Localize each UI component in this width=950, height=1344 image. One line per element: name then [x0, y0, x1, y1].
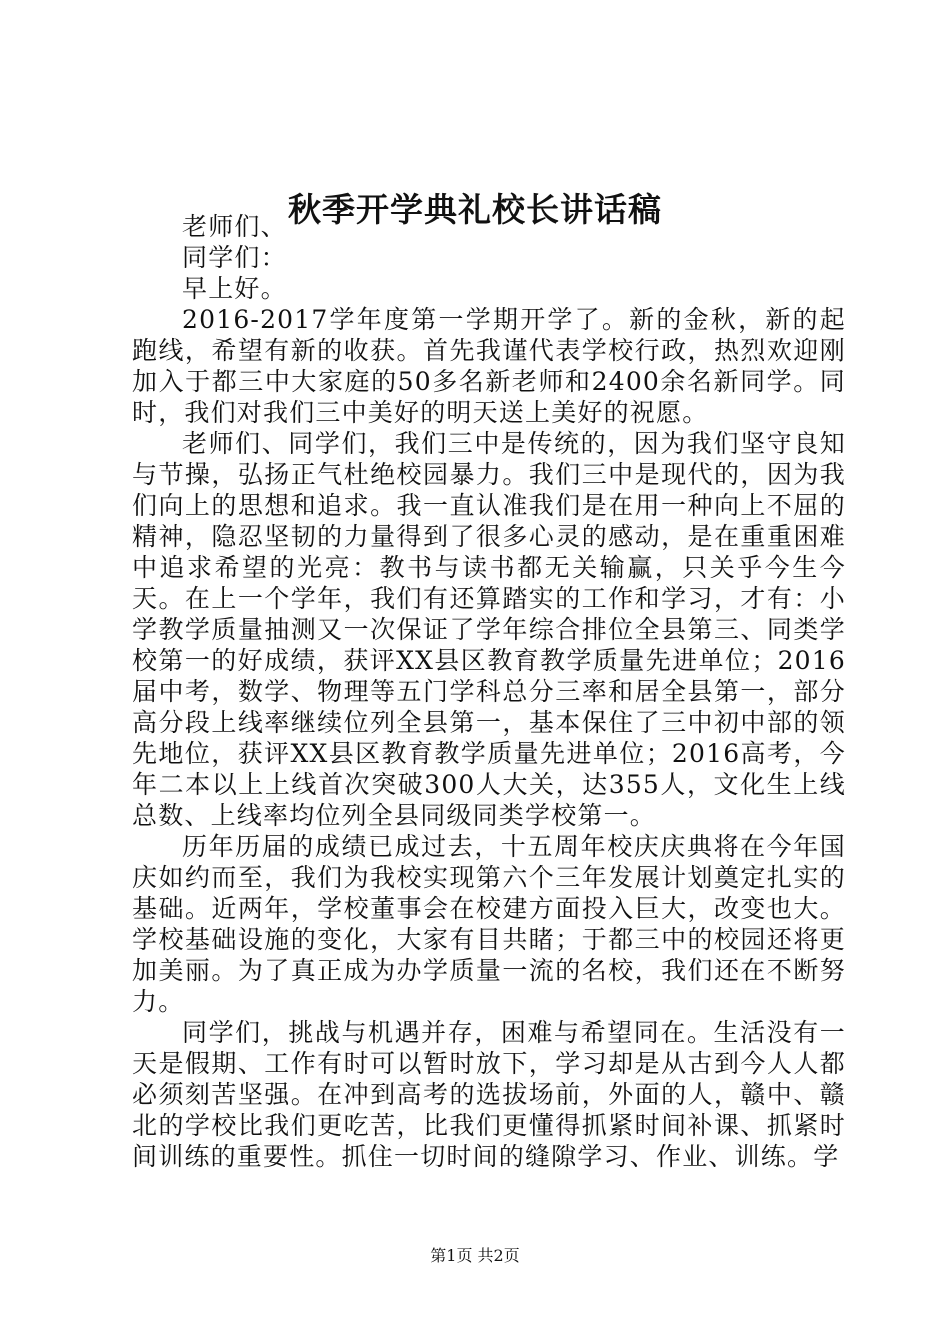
paragraph-challenges: 同学们，挑战与机遇并存，困难与希望同在。生活没有一天是假期、工作有时可以暂时放下，学习却是从古到今人人都必须刻苦坚强。在冲到高考的选拔场前，外面的人，赣中、赣北的学校比我们更吃苦，比我们更懂得抓紧时间补课、抓紧时间训练的重要性。抓住一切时间的缝隙学习、作业、训练。学	[132, 1018, 846, 1171]
document-body	[132, 211, 846, 1172]
paragraph-opening: 2016-2017学年度第一学期开学了。新的金秋，新的起跑线，希望有新的收获。首先我谨代表学校行政，热烈欢迎刚加入于都三中大家庭的50多名新老师和2400余名新同学。同时，我们对我们三中美好的明天送上美好的祝愿。	[132, 305, 846, 427]
paragraph-anniversary: 历年历届的成绩已成过去，十五周年校庆庆典将在今年国庆如约而至，我们为我校实现第六个三年发展计划奠定扎实的基础。近两年，学校董事会在校建方面投入巨大，改变也大。学校基础设施的变化，大家有目共睹；于都三中的校园还将更加美丽。为了真正成为办学质量一流的名校，我们还在不断努力。	[132, 832, 846, 1016]
page-title: 秋季开学典礼校长讲话稿	[288, 190, 662, 229]
greeting-students: 同学们：	[182, 243, 287, 272]
paragraph-achievements: 老师们、同学们，我们三中是传统的，因为我们坚守良知与节操，弘扬正气杜绝校园暴力。我们三中是现代的，因为我们向上的思想和追求。我一直认准我们是在用一种向上不屈的精神，隐忍坚韧的力量得到了很多心灵的感动，是在重重困难中追求希望的光亮：教书与读书都无关输赢，只关乎今生今天。在上一个学年，我们有还算踏实的工作和学习，才有：小学教学质量抽测又一次保证了学年综合排位全县第三、同类学校第一的好成绩，获评XX县区教育教学质量先进单位；2016届中考，数学、物理等五门学科总分三率和居全县第一，部分高分段上线率继续位列全县第一，基本保住了三中初中部的领先地位，获评XX县区教育教学质量先进单位；2016高考，今年二本以上上线首次突破300人大关，达355人，文化生上线总数、上线率均位列全县同级同类学校第一。	[132, 429, 846, 830]
greeting-teachers: 老师们、	[182, 212, 287, 241]
greeting-morning: 早上好。	[182, 274, 287, 303]
page-footer: 第1页 共2页	[430, 1246, 520, 1265]
